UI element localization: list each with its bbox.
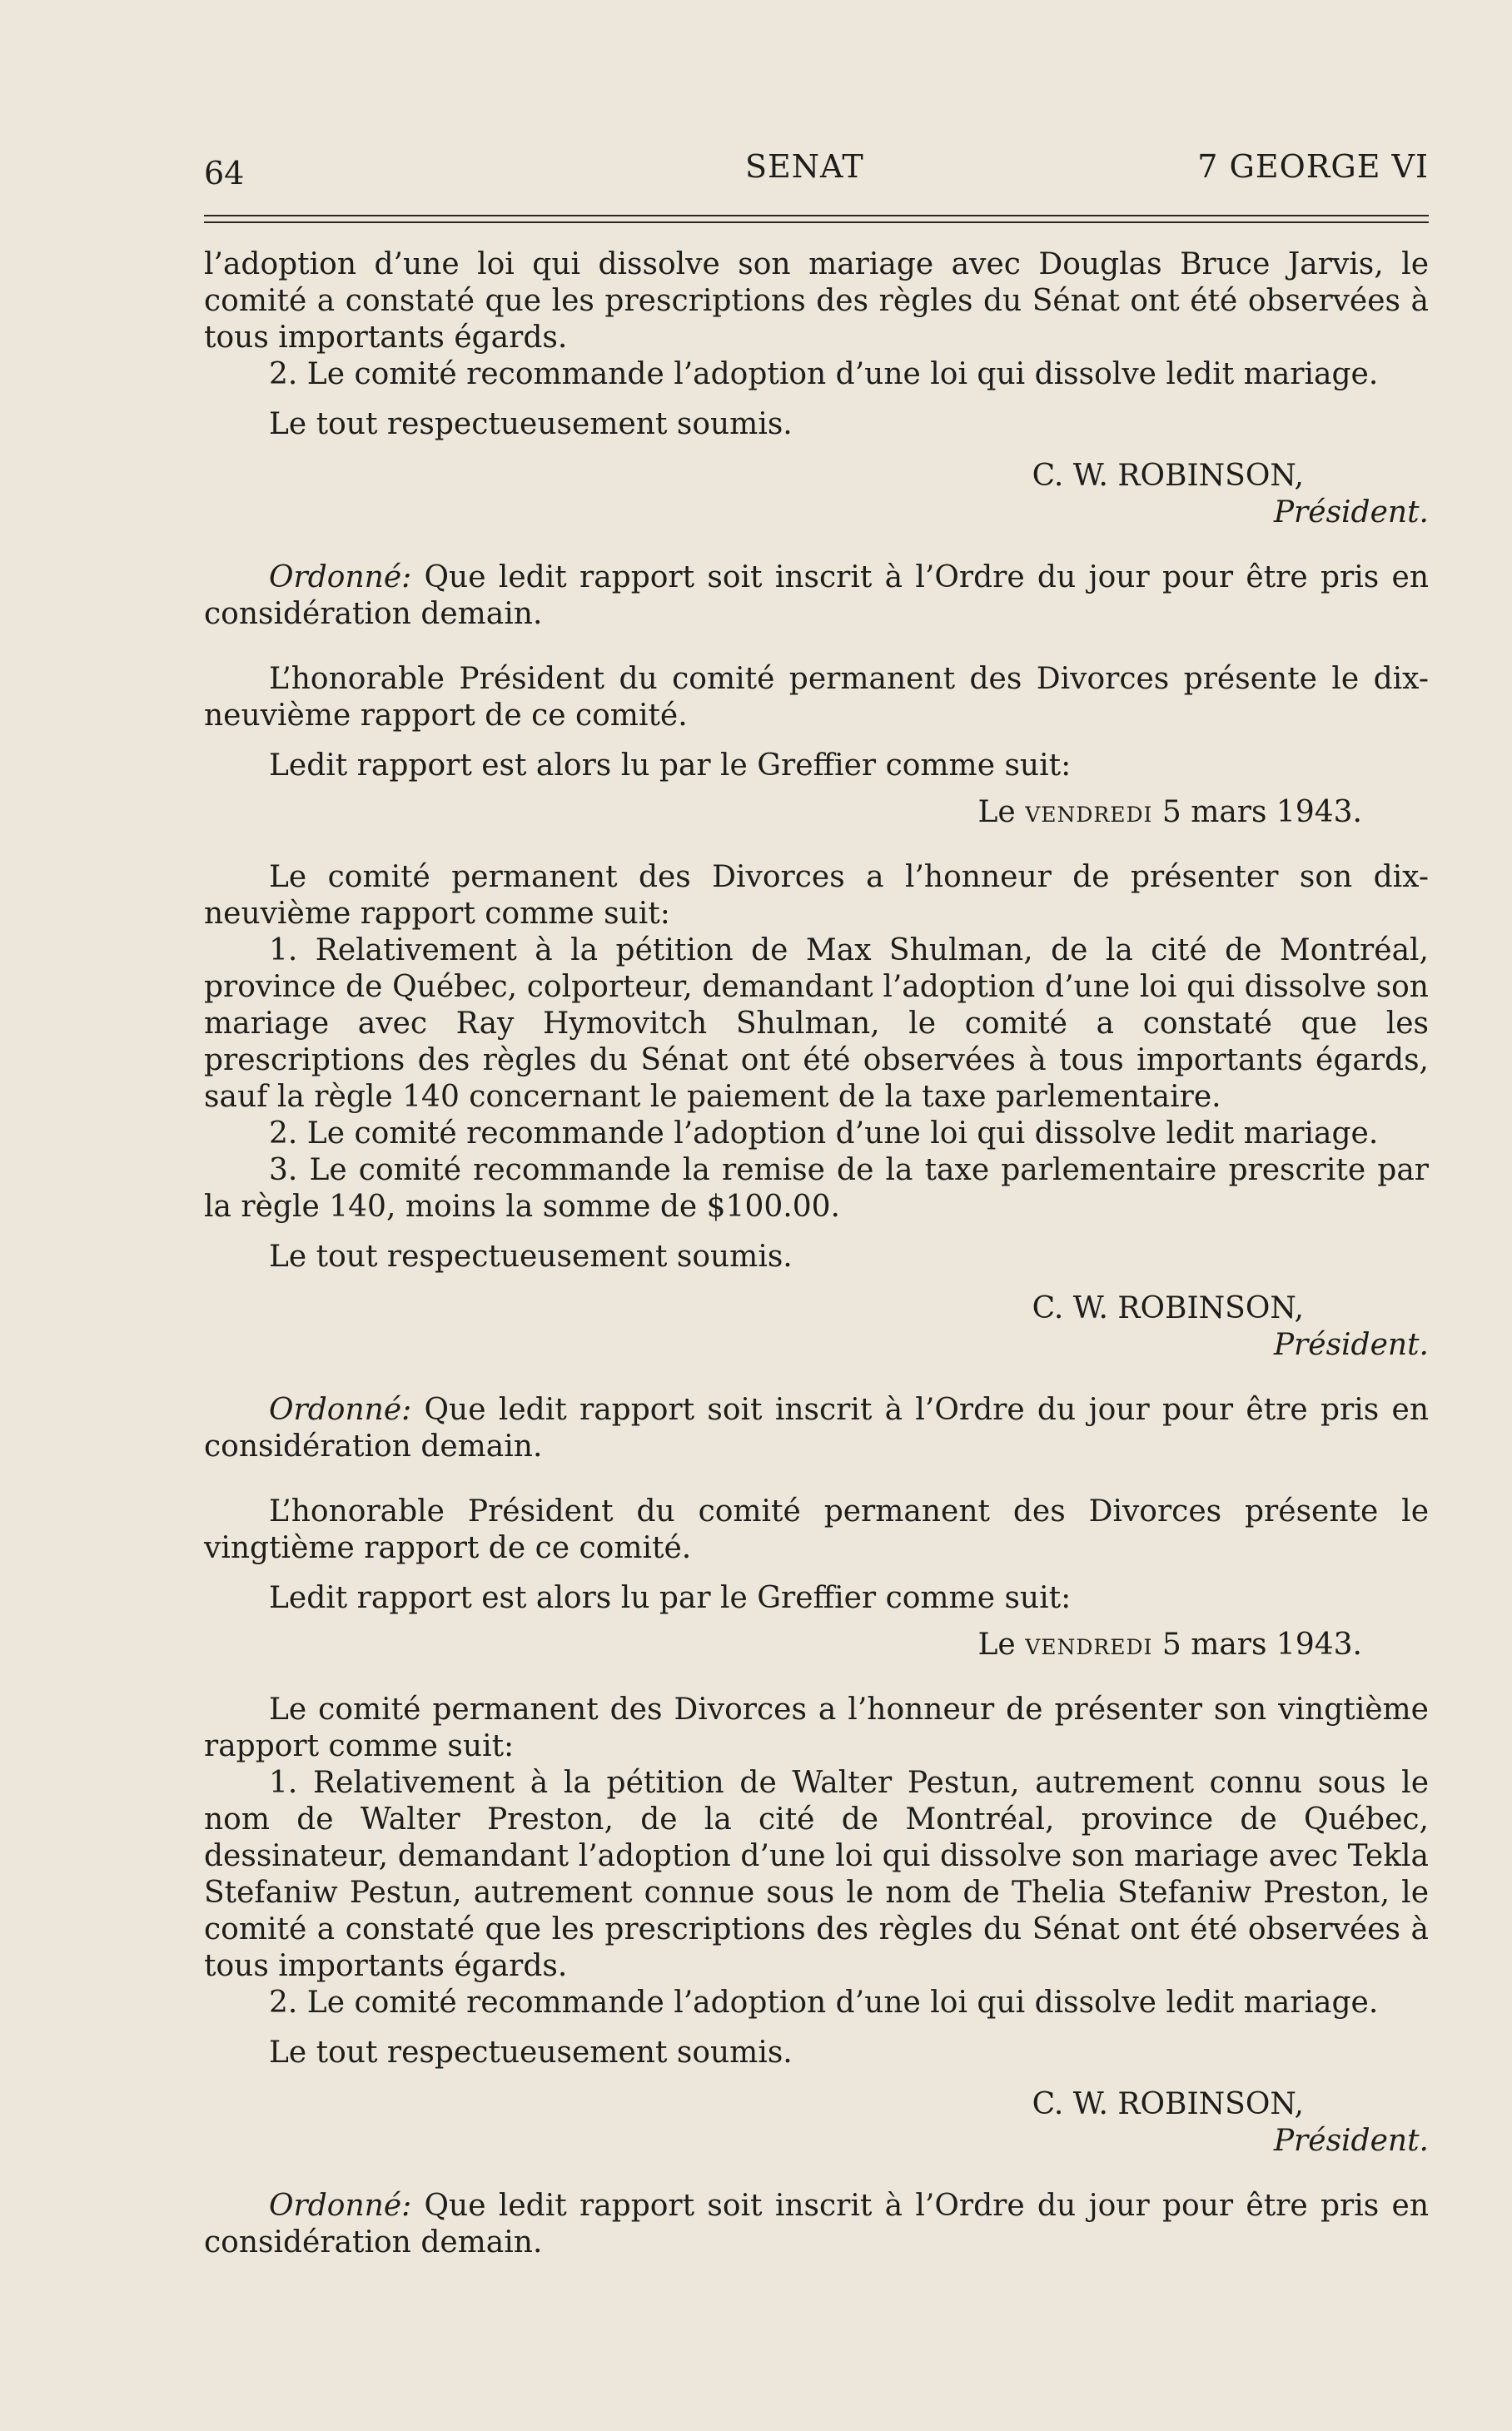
page-body <box>204 246 1429 2261</box>
continued-paragraph: l’adoption d’une loi qui dissolve son mariage avec Douglas Bruce Jarvis, le comité a constaté que les prescriptions des règles du Sénat ont été observées à tous importants égards. <box>204 247 1429 355</box>
order-paragraph <box>204 2188 1429 2261</box>
order-text: Que ledit rapport soit inscrit à l’Ordre du jour pour être pris en considération demain. <box>204 2189 1429 2259</box>
report-item-2: 2. Le comité recommande l’adoption d’une loi qui dissolve ledit mariage. <box>269 1986 1379 2020</box>
signer-title: Président. <box>1273 2124 1429 2158</box>
running-title: SENAT <box>745 148 864 185</box>
report-item-3: 3. Le comité recommande la remise de la taxe parlementaire prescrite par la règle 140, moins la somme de $100.00. <box>204 1153 1429 1224</box>
running-reign: 7 GEORGE VI <box>1197 148 1429 185</box>
order-label: Ordonné: <box>269 2189 412 2223</box>
signer-name: C. W. ROBINSON, <box>1032 2087 1304 2121</box>
header-double-rule <box>204 215 1429 223</box>
report-item-2: 2. Le comité recommande l’adoption d’une loi qui dissolve ledit mariage. <box>269 1116 1379 1151</box>
report-item-2: 2. Le comité recommande l’adoption d’une loi qui dissolve ledit mariage. <box>269 357 1379 391</box>
signer-name: C. W. ROBINSON, <box>1032 459 1304 493</box>
report-intro: Le comité permanent des Divorces a l’honneur de présenter son dix-neuvième rapport comme suit: <box>204 860 1429 931</box>
date-rest: 5 mars 1943. <box>1161 1628 1362 1662</box>
order-label: Ordonné: <box>269 560 412 594</box>
date-day: vendredi <box>1025 795 1153 829</box>
intro-paragraph: L’honorable Président du comité permanent des Divorces présente le vingtième rapport de ce comité. <box>204 1494 1429 1565</box>
read-line: Ledit rapport est alors lu par le Greffier comme suit: <box>269 1581 1072 1615</box>
report-date <box>204 1627 1429 1663</box>
order-text: Que ledit rapport soit inscrit à l’Ordre du jour pour être pris en considération demain. <box>204 1393 1429 1464</box>
closing-line: Le tout respectueusement soumis. <box>269 407 793 441</box>
closing-line: Le tout respectueusement soumis. <box>269 1240 793 1274</box>
order-paragraph <box>204 559 1429 633</box>
closing-line: Le tout respectueusement soumis. <box>269 2036 793 2070</box>
signer-title: Président. <box>1273 1328 1429 1362</box>
date-day: vendredi <box>1025 1628 1153 1662</box>
order-text: Que ledit rapport soit inscrit à l’Ordre du jour pour être pris en considération demain. <box>204 560 1429 631</box>
date-prefix: Le <box>977 1628 1016 1662</box>
page-number: 64 <box>204 155 245 191</box>
order-label: Ordonné: <box>269 1393 412 1427</box>
read-line: Ledit rapport est alors lu par le Greffier comme suit: <box>269 748 1072 783</box>
date-prefix: Le <box>977 795 1016 829</box>
report-item-1: 1. Relativement à la pétition de Max Shulman, de la cité de Montréal, province de Québec, colporteur, demandant l’adoption d’une loi qui dissolve son mariage avec Ray Hymovitch Shulman, le comité a constaté que les prescriptions des règles du Sénat ont été observées à tous importants égards, sauf la règle 140 concernant le paiement de la taxe parlementaire. <box>204 933 1429 1114</box>
signer-name: C. W. ROBINSON, <box>1032 1291 1304 1325</box>
signer-title: Président. <box>1273 495 1429 529</box>
page-header <box>204 142 1429 191</box>
intro-paragraph: L’honorable Président du comité permanent des Divorces présente le dix-neuvième rapport de ce comité. <box>204 662 1429 733</box>
date-rest: 5 mars 1943. <box>1161 795 1362 829</box>
order-paragraph <box>204 1392 1429 1465</box>
report-date <box>204 794 1429 831</box>
report-item-1: 1. Relativement à la pétition de Walter Pestun, autrement connu sous le nom de Walter Preston, de la cité de Montréal, province de Québec, dessinateur, demandant l’adoption d’une loi qui dissolve son mariage avec Tekla Stefaniw Pestun, autrement connue sous le nom de Thelia Stefaniw Preston, le comité a constaté que les prescriptions des règles du Sénat ont été observées à tous importants égards. <box>204 1766 1429 1983</box>
report-intro: Le comité permanent des Divorces a l’honneur de présenter son vingtième rapport comme suit: <box>204 1693 1429 1763</box>
